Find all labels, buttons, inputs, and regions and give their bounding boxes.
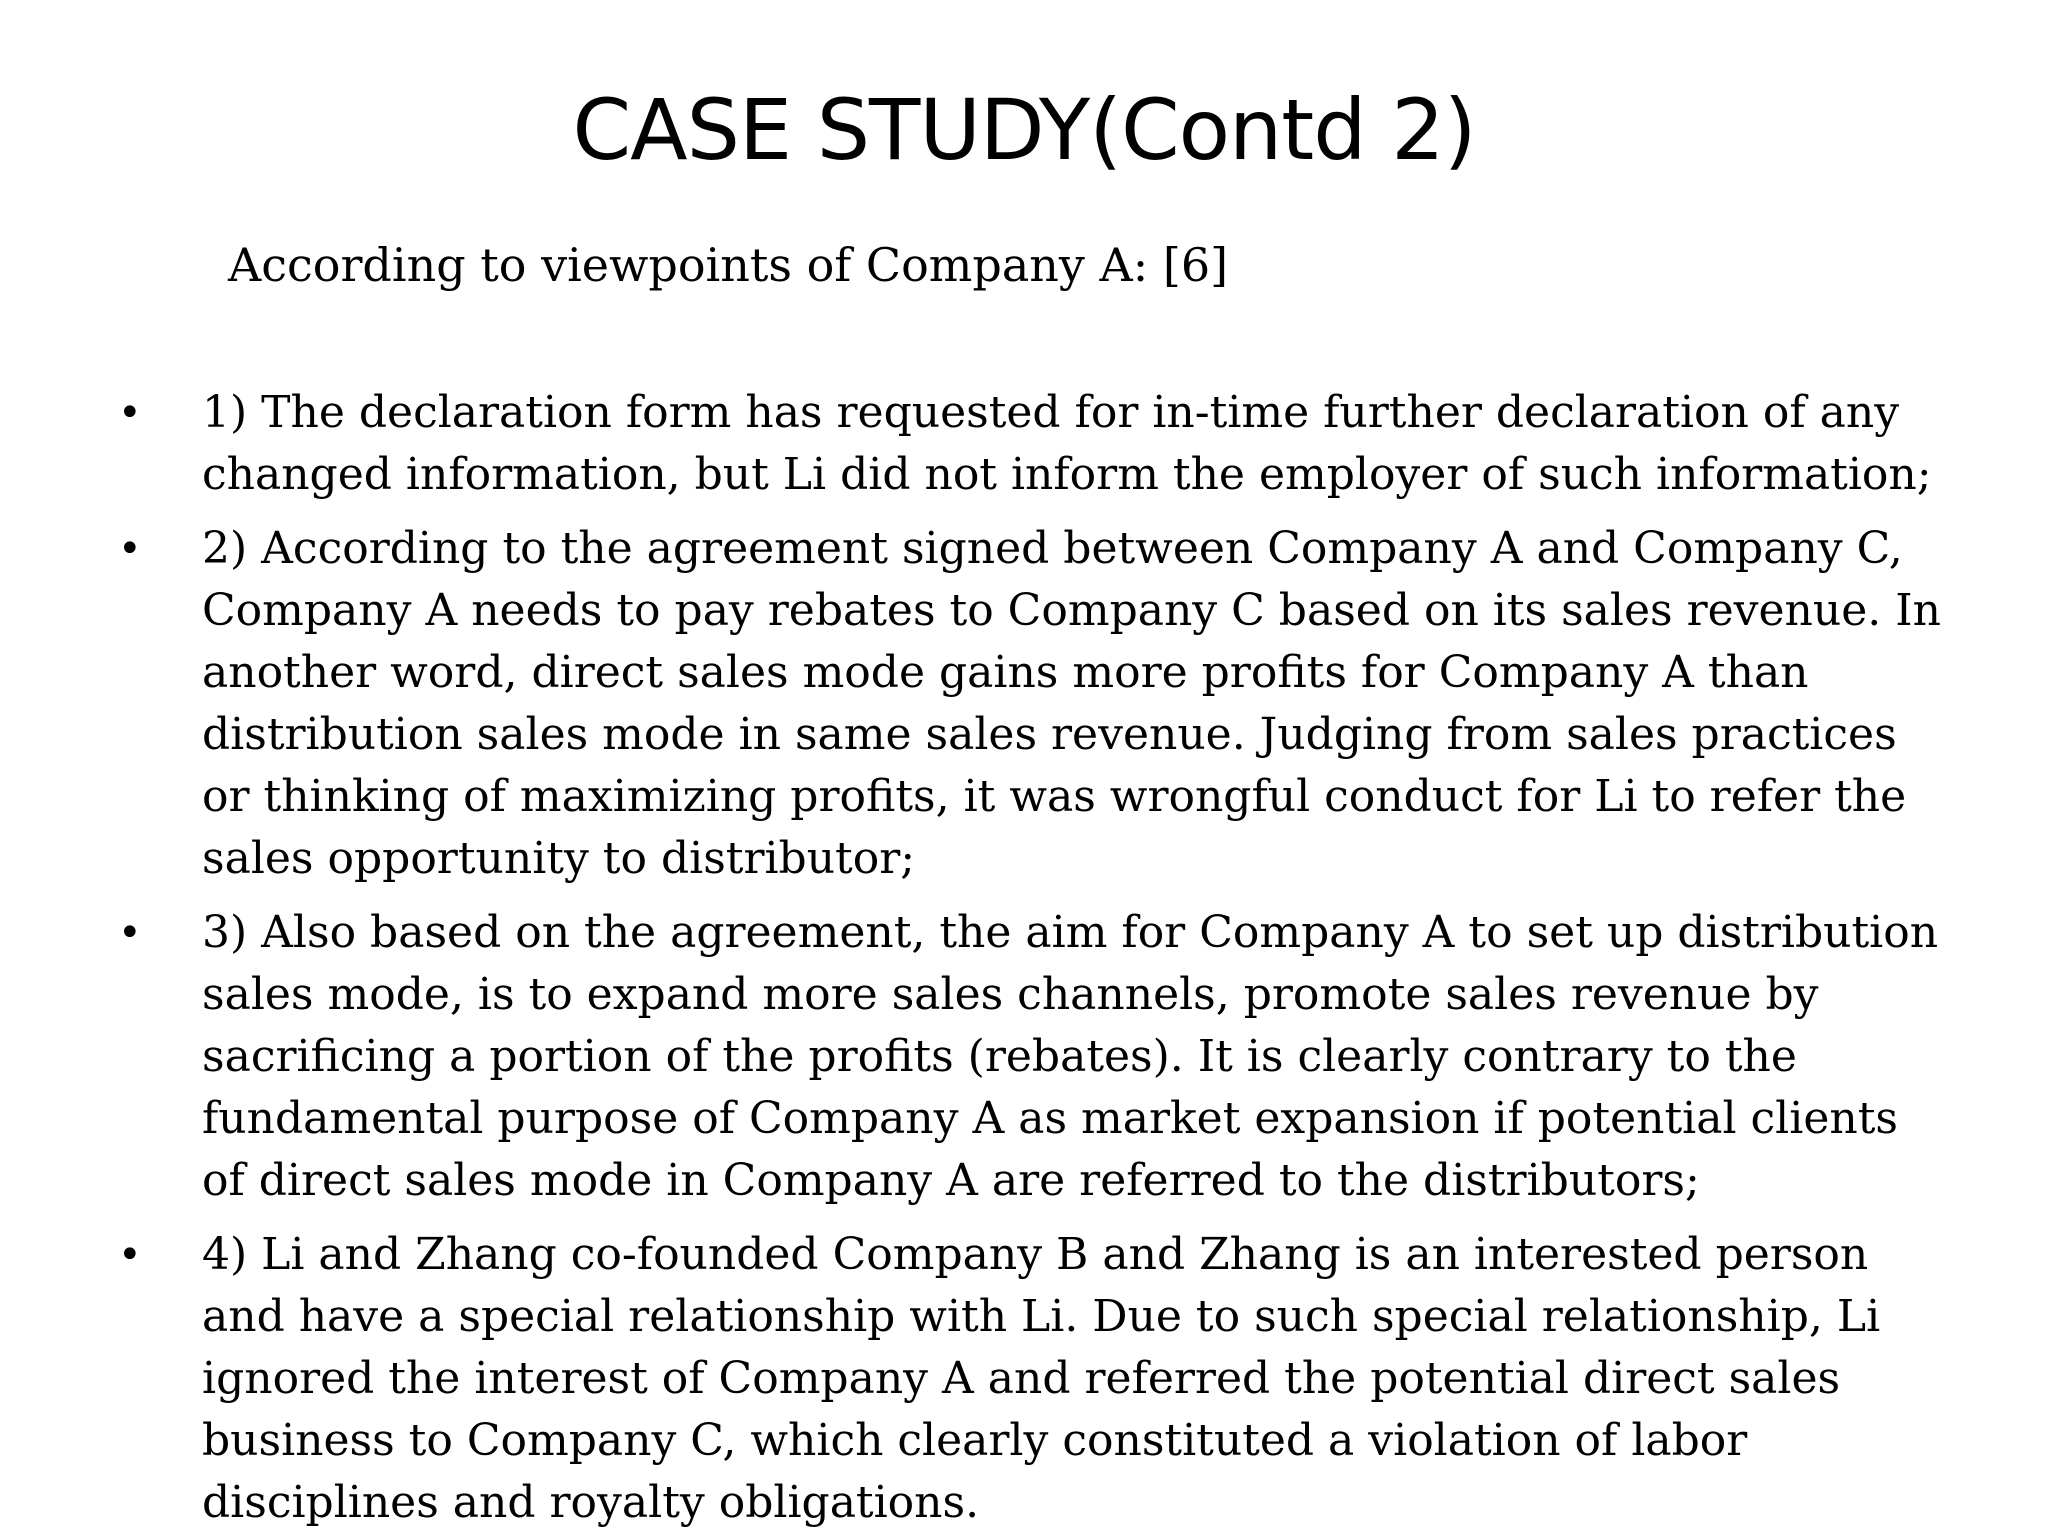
bullet-icon: • [118, 526, 142, 572]
bullet-icon: • [118, 390, 142, 436]
bullet-list [0, 382, 2048, 1536]
bullet-item-3 [0, 902, 1942, 1212]
bullet-text-2: 2) According to the agreement signed between Company A and Company C, Company A needs to pay rebates to Company C based on its sales revenue. In another word, direct sales mode gains more profits for Company A than distribution sales mode in same sales revenue. Judging from sales practices or thinking of maximizing profits, it was wrongful conduct for Li to refer the sales opportunity to distributor; [202, 523, 1941, 884]
bullet-item-2 [0, 518, 1942, 890]
bullet-item-1 [0, 382, 1942, 506]
slide-title: CASE STUDY(Contd 2) [572, 81, 1476, 179]
bullet-text-4: 4) Li and Zhang co-founded Company B and Zhang is an interested person and have a special relationship with Li. Due to such special relationship, Li ignored the interest of Company A and referred the potential direct sales business to Company C, which clearly constituted a violation of labor disciplines and royalty obligations. [202, 1229, 1881, 1528]
bullet-item-4 [0, 1224, 1942, 1534]
intro-text: According to viewpoints of Company A: [6] [228, 238, 1229, 292]
bullet-icon: • [118, 910, 142, 956]
bullet-text-1: 1) The declaration form has requested for in-time further declaration of any changed information, but Li did not inform the employer of such information; [202, 387, 1932, 500]
bullet-icon: • [118, 1232, 142, 1278]
bullet-text-3: 3) Also based on the agreement, the aim for Company A to set up distribution sales mode, is to expand more sales channels, promote sales revenue by sacrificing a portion of the profits (rebates). It is clearly contrary to the fundamental purpose of Company A as market expansion if potential clients of direct sales mode in Company A are referred to the distributors; [202, 907, 1939, 1206]
